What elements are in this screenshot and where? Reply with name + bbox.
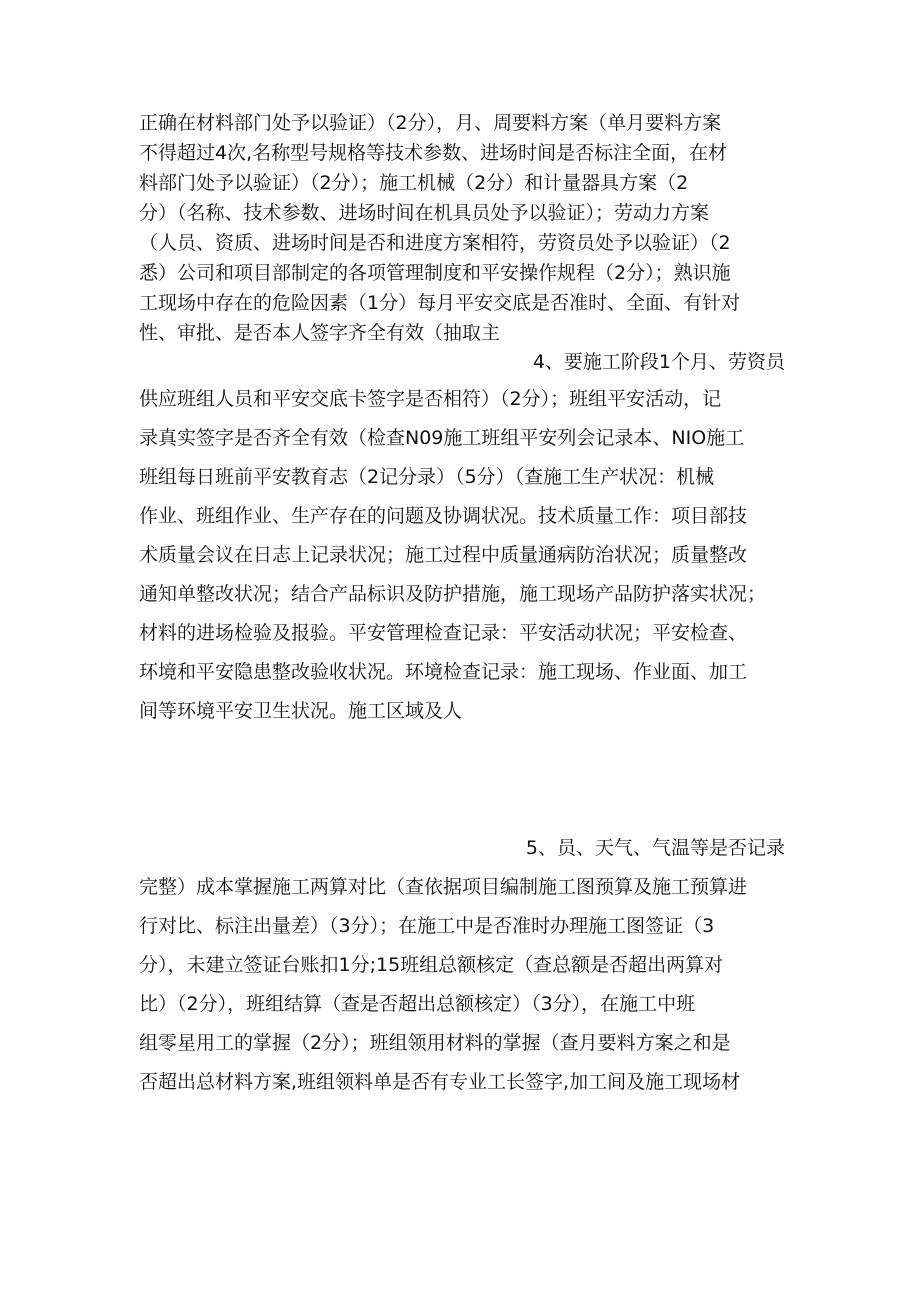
text-line: 否超出总材料方案,班组领料单是否有专业工长签字,加工间及施工现场材 [139,1071,741,1093]
text-line: 工现场中存在的危险因素（1分）每月平安交底是否准时、全面、有针对 [139,292,741,314]
text-line: 间等环境平安卫生状况。施工区域及人 [139,700,463,722]
text-line: 料部门处予以验证）（2分）；施工机械（2分）和计量器具方案（2 [139,172,689,194]
section-heading-5: 5、员、天气、气温等是否记录 [525,837,785,859]
text-line: 完整）成本掌握施工两算对比（查依据项目编制施工图预算及施工预算进 [139,876,748,898]
text-line: 术质量会议在日志上记录状况；施工过程中质量通病防治状况；质量整改 [139,544,748,566]
text-line: 通知单整改状况；结合产品标识及防护措施，施工现场产品防护落实状况； [139,583,767,605]
section-heading-4: 4、要施工阶段1个月、劳资员 [532,351,785,373]
text-line: 组零星用工的掌握（2分）；班组领用材料的掌握（查月要料方案之和是 [139,1032,731,1054]
text-line: 性、审批、是否本人签字齐全有效（抽取主 [139,322,501,344]
text-line: 班组每日班前平安教育志（2记分录）（5分）（查施工生产状况：机械 [139,466,715,488]
text-line: 环境和平安隐患整改验收状况。环境检查记录：施工现场、作业面、加工 [139,661,748,683]
text-line: 录真实签字是否齐全有效（检查N09施工班组平安列会记录本、NIO施工 [139,427,745,449]
paragraph-block-1 [139,108,785,348]
text-line: 悉）公司和项目部制定的各项管理制度和平安操作规程（2分）；熟识施 [139,262,731,284]
text-line: 比）（2分），班组结算（查是否超出总额核定）（3分），在施工中班 [139,993,696,1015]
text-line: 材料的进场检验及报验。平安管理检查记录：平安活动状况；平安检查、 [139,622,748,644]
text-line: 行对比、标注出量差）（3分）；在施工中是否准时办理施工图签证（3 [139,915,715,937]
text-line: 供应班组人员和平安交底卡签字是否相符）（2分）；班组平安活动，记 [139,388,722,410]
paragraph-block-3 [139,868,785,1102]
text-line: 分），未建立签证台账扣1分;15班组总额核定（查总额是否超出两算对 [139,954,724,976]
text-line: 不得超过4次,名称型号规格等技术参数、进场时间是否标注全面，在材 [139,142,728,164]
text-line: 分）（名称、技术参数、进场时间在机具员处予以验证）；劳动力方案 [139,202,710,224]
paragraph-block-2 [139,380,785,731]
text-line: 作业、班组作业、生产存在的问题及协调状况。技术质量工作：项目部技 [139,505,748,527]
text-line: （人员、资质、进场时间是否和进度方案相符，劳资员处予以验证）（2 [139,232,731,254]
text-line: 正确在材料部门处予以验证）（2分），月、周要料方案（单月要料方案 [139,112,722,134]
